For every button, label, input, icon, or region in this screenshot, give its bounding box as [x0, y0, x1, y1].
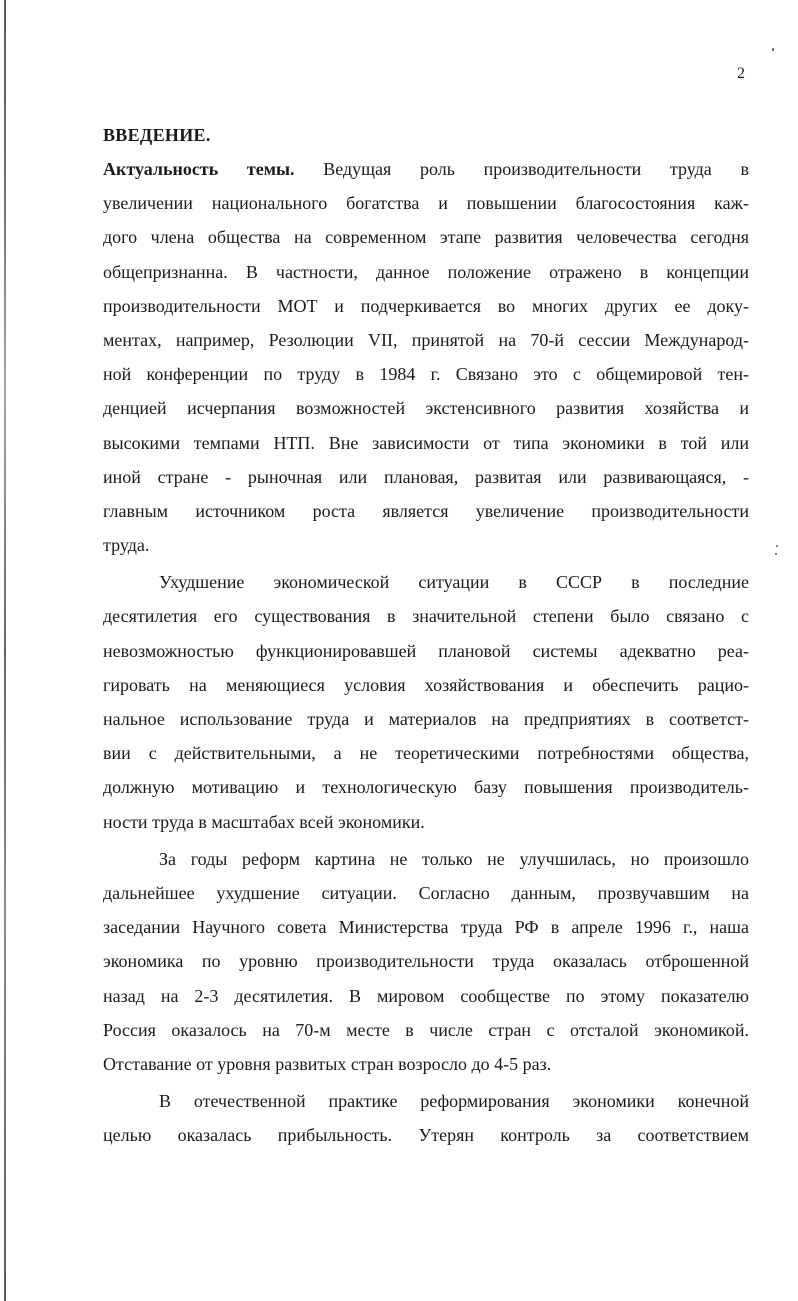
paragraph-line: Отставание от уровня развитых стран возросло до 4-5 раз.	[103, 1053, 552, 1074]
paragraph-line: общепризнанна. В частности, данное положение отражено в концепции	[103, 261, 749, 282]
paragraph-line: нальное использование труда и материалов на предприятиях в соответст-	[103, 709, 749, 729]
scan-speck	[776, 545, 778, 547]
scan-speck	[772, 48, 774, 51]
paragraph-line: назад на 2-3 десятилетия. В мировом сообществе по этому показателю	[103, 985, 749, 1006]
paragraph-line: труда.	[103, 535, 150, 556]
document-body	[103, 118, 749, 1155]
paragraph-ussr-situation	[103, 565, 749, 839]
paragraph-line: иной стране - рыночная или плановая, развитая или развивающаяся, -	[103, 466, 749, 487]
paragraph-line: дого члена общества на современном этапе развития человечества сегодня	[103, 227, 749, 248]
paragraph-line: В отечественной практике реформирования экономики конечной	[159, 1091, 749, 1112]
paragraph-line: увеличении национального богатства и повышении благосостояния каж-	[103, 193, 749, 214]
paragraph-line: вии с действительными, а не теоретическими потребностями общества,	[103, 743, 749, 764]
paragraph-line: десятилетия его существования в значительной степени было связано с	[103, 606, 749, 627]
paragraph-line: невозможностью функционировавшей плановой системы адекватно реа-	[103, 640, 749, 661]
paragraph-line: производительности МОТ и подчеркивается во многих других ее доку-	[103, 295, 749, 316]
paragraph-line: целью оказалась прибыльность. Утерян контроль за соответствием	[103, 1125, 749, 1146]
paragraph-lead: Актуальность темы.	[103, 159, 295, 179]
paragraph-line: заседании Научного совета Министерства труда РФ в апреле 1996 г., наша	[103, 917, 749, 938]
paragraph-line: денцией исчерпания возможностей экстенсивного развития хозяйства и	[103, 398, 749, 419]
page-heading: ВВЕДЕНИЕ.	[103, 125, 211, 145]
paragraph-line: дальнейшее ухудшение ситуации. Согласно данным, прозвучавшим на	[103, 882, 749, 903]
paragraph-line: должную мотивацию и технологическую базу повышения производитель-	[103, 777, 749, 798]
paragraph-line: Россия оказалось на 70-м месте в числе стран с отсталой экономикой.	[103, 1019, 749, 1040]
paragraph-line: Актуальность темы. Ведущая роль производительности труда в	[103, 159, 749, 179]
page-number: 2	[737, 65, 745, 82]
paragraph-line: Ухудшение экономической ситуации в СССР в последние	[159, 572, 749, 593]
paragraph-line: ментах, например, Резолюции VII, принятой на 70-й сессии Международ-	[103, 329, 749, 350]
paragraph-line: За годы реформ картина не только не улучшилась, но произошло	[159, 848, 749, 869]
paragraph-line: ной конференции по труду в 1984 г. Связано это с общемировой тен-	[103, 364, 749, 385]
paragraph-line: экономика по уровню производительности труда оказалась отброшенной	[103, 951, 749, 972]
paragraph-line: высокими темпами НТП. Вне зависимости от типа экономики в той или	[103, 432, 749, 453]
scan-speck	[775, 553, 777, 555]
paragraph-line: главным источником роста является увеличение производительности	[103, 500, 749, 521]
scan-left-edge	[4, 0, 6, 1301]
paragraph-line: гировать на меняющиеся условия хозяйствования и обеспечить рацио-	[103, 674, 749, 695]
paragraph-relevance	[103, 152, 749, 562]
paragraph-line: ности труда в масштабах всей экономики.	[103, 811, 425, 832]
paragraph-reform-years	[103, 842, 749, 1081]
paragraph-domestic-practice	[103, 1084, 749, 1152]
